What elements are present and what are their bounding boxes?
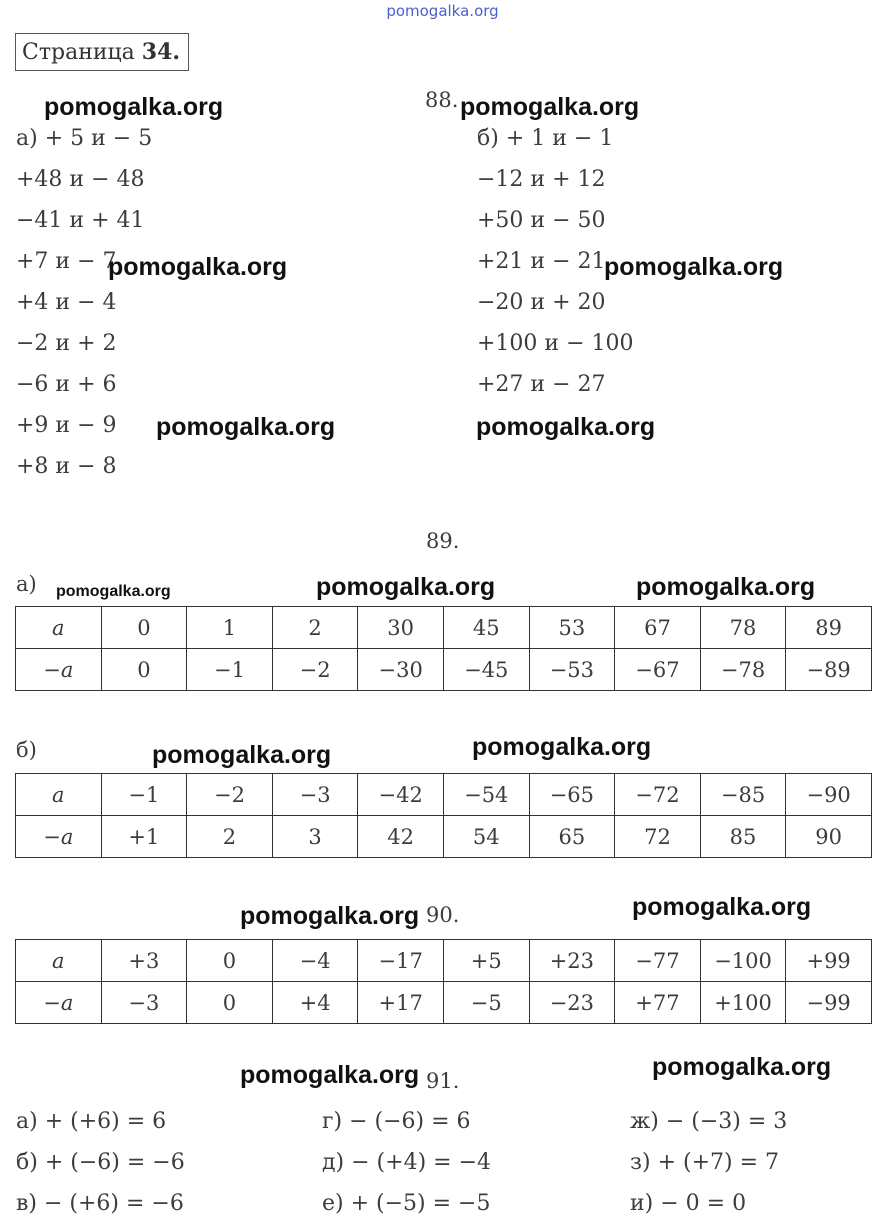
ex88-left-line: а) + 5 и − 5 — [16, 126, 153, 151]
table-cell: 0 — [187, 940, 273, 982]
table-cell: −3 — [272, 774, 358, 816]
watermark: pomogalka.org — [156, 413, 336, 441]
table-cell: −3 — [101, 982, 187, 1024]
exercise-90-number: 90. — [426, 903, 460, 927]
table-cell: −2 — [272, 649, 358, 691]
ex88-right-line: +100 и − 100 — [477, 331, 634, 356]
table-cell: −99 — [786, 982, 872, 1024]
table-cell: −23 — [529, 982, 615, 1024]
exercise-89-number: 89. — [426, 529, 460, 553]
watermark: pomogalka.org — [240, 1061, 420, 1089]
ex88-left-line: −2 и + 2 — [16, 331, 117, 356]
table-cell: 54 — [443, 816, 529, 858]
watermark: pomogalka.org — [240, 902, 420, 930]
table-cell: +4 — [272, 982, 358, 1024]
table-cell: −78 — [700, 649, 786, 691]
table-cell: −89 — [786, 649, 872, 691]
table-cell: 1 — [187, 607, 273, 649]
table-cell: 2 — [187, 816, 273, 858]
ex88-right-line: −12 и + 12 — [477, 167, 606, 192]
table-cell: −1 — [101, 774, 187, 816]
ex89-part-b-label: б) — [16, 738, 37, 762]
ex89-table-a — [15, 606, 872, 691]
page-number: 34. — [141, 39, 181, 65]
page-label: Страница — [22, 40, 135, 65]
ex88-right-line: +21 и − 21 — [477, 249, 606, 274]
ex88-left-line: −6 и + 6 — [16, 372, 117, 397]
table-cell: −5 — [443, 982, 529, 1024]
ex91-item: з) + (+7) = 7 — [630, 1150, 780, 1175]
table-cell: −a — [16, 982, 102, 1024]
watermark: pomogalka.org — [44, 93, 224, 121]
page-number-box — [15, 33, 189, 71]
table-cell: −30 — [358, 649, 444, 691]
table-row — [16, 607, 872, 649]
ex88-left-line: +7 и − 7 — [16, 249, 117, 274]
table-cell: 89 — [786, 607, 872, 649]
table-cell: 0 — [101, 607, 187, 649]
watermark: pomogalka.org — [316, 573, 496, 601]
ex88-left-line: −41 и + 41 — [16, 208, 145, 233]
ex91-item: и) − 0 = 0 — [630, 1191, 747, 1216]
table-cell: −2 — [187, 774, 273, 816]
table-cell: +77 — [615, 982, 701, 1024]
watermark: pomogalka.org — [604, 253, 784, 281]
ex91-item: ж) − (−3) = 3 — [630, 1109, 788, 1134]
table-cell: a — [16, 774, 102, 816]
table-cell: 90 — [786, 816, 872, 858]
table-cell: 30 — [358, 607, 444, 649]
ex88-left-line: +9 и − 9 — [16, 413, 117, 438]
table-cell: −77 — [615, 940, 701, 982]
table-cell: +3 — [101, 940, 187, 982]
watermark: pomogalka.org — [632, 893, 812, 921]
table-cell: 78 — [700, 607, 786, 649]
table-cell: −100 — [700, 940, 786, 982]
ex91-item: г) − (−6) = 6 — [322, 1109, 471, 1134]
table-row — [16, 982, 872, 1024]
table-cell: −17 — [358, 940, 444, 982]
watermark: pomogalka.org — [152, 741, 332, 769]
ex91-item: в) − (+6) = −6 — [16, 1191, 184, 1216]
top-watermark: pomogalka.org — [386, 2, 499, 20]
watermark: pomogalka.org — [652, 1053, 832, 1081]
watermark: pomogalka.org — [472, 733, 652, 761]
ex88-left-line: +8 и − 8 — [16, 454, 117, 479]
ex91-item: е) + (−5) = −5 — [322, 1191, 491, 1216]
table-cell: 0 — [187, 982, 273, 1024]
table-cell: a — [16, 940, 102, 982]
table-cell: −72 — [615, 774, 701, 816]
table-cell: +5 — [443, 940, 529, 982]
table-cell: +1 — [101, 816, 187, 858]
table-cell: +99 — [786, 940, 872, 982]
ex88-left-line: +48 и − 48 — [16, 167, 145, 192]
watermark: pomogalka.org — [108, 253, 288, 281]
ex91-item: д) − (+4) = −4 — [322, 1150, 491, 1175]
table-cell: 45 — [443, 607, 529, 649]
ex91-item: а) + (+6) = 6 — [16, 1109, 167, 1134]
table-cell: −85 — [700, 774, 786, 816]
table-row — [16, 940, 872, 982]
ex91-item: б) + (−6) = −6 — [16, 1150, 185, 1175]
table-cell: −53 — [529, 649, 615, 691]
ex89-part-a-label: а) — [16, 572, 37, 596]
table-cell: −4 — [272, 940, 358, 982]
watermark: pomogalka.org — [56, 583, 171, 600]
table-cell: 3 — [272, 816, 358, 858]
ex88-right-line: +50 и − 50 — [477, 208, 606, 233]
table-cell: 85 — [700, 816, 786, 858]
table-cell: 2 — [272, 607, 358, 649]
table-cell: a — [16, 607, 102, 649]
table-cell: +100 — [700, 982, 786, 1024]
table-cell: −a — [16, 649, 102, 691]
table-cell: −54 — [443, 774, 529, 816]
table-cell: 67 — [615, 607, 701, 649]
table-cell: −a — [16, 816, 102, 858]
table-row — [16, 774, 872, 816]
table-cell: −45 — [443, 649, 529, 691]
ex88-right-line: +27 и − 27 — [477, 372, 606, 397]
table-cell: 65 — [529, 816, 615, 858]
table-cell: −65 — [529, 774, 615, 816]
table-cell: −42 — [358, 774, 444, 816]
ex90-table — [15, 939, 872, 1024]
watermark: pomogalka.org — [460, 93, 640, 121]
ex88-left-line: +4 и − 4 — [16, 290, 117, 315]
table-row — [16, 649, 872, 691]
table-cell: 53 — [529, 607, 615, 649]
table-cell: −1 — [187, 649, 273, 691]
watermark: pomogalka.org — [636, 573, 816, 601]
table-cell: −90 — [786, 774, 872, 816]
table-cell: +23 — [529, 940, 615, 982]
table-cell: −67 — [615, 649, 701, 691]
ex88-right-line: −20 и + 20 — [477, 290, 606, 315]
table-cell: 0 — [101, 649, 187, 691]
ex88-right-line: б) + 1 и − 1 — [477, 126, 614, 151]
table-cell: 42 — [358, 816, 444, 858]
table-cell: 72 — [615, 816, 701, 858]
watermark: pomogalka.org — [476, 413, 656, 441]
exercise-88-number: 88. — [425, 88, 459, 112]
ex89-table-b — [15, 773, 872, 858]
exercise-91-number: 91. — [426, 1069, 460, 1093]
table-row — [16, 816, 872, 858]
table-cell: +17 — [358, 982, 444, 1024]
